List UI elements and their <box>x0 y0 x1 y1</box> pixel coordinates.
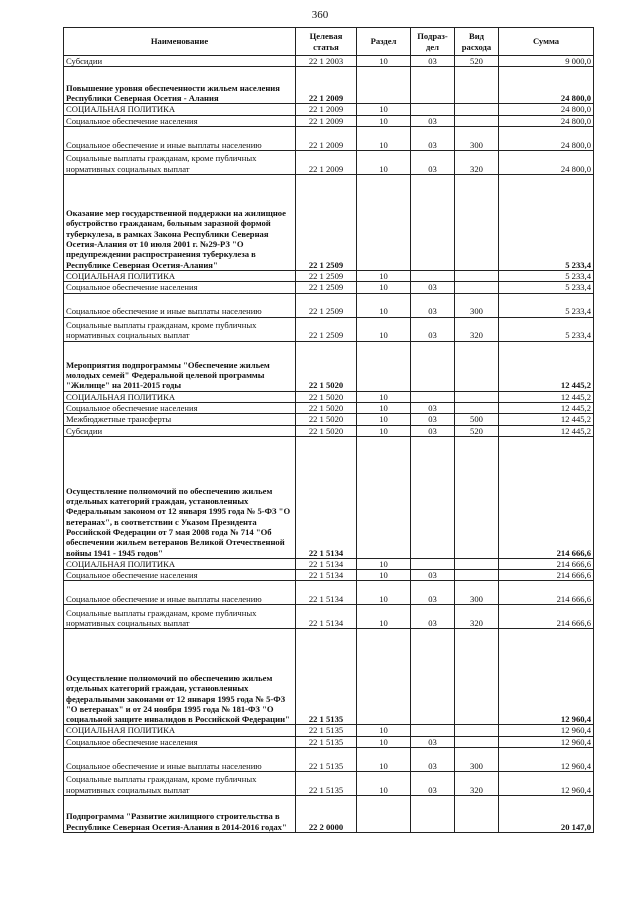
cell-sum: 20 147,0 <box>499 796 594 833</box>
table-body <box>64 56 594 833</box>
cell-section: 10 <box>357 391 411 402</box>
cell-section: 10 <box>357 104 411 115</box>
cell-name: Социальное обеспечение и иные выплаты населению <box>64 126 296 150</box>
cell-name: Социальные выплаты гражданам, кроме публичных нормативных социальных выплат <box>64 772 296 796</box>
cell-name: Межбюджетные трансферты <box>64 414 296 425</box>
cell-subsection: 03 <box>411 317 455 341</box>
header-kind <box>455 28 499 56</box>
table-header-row <box>64 28 594 56</box>
cell-target: 22 1 5134 <box>296 605 357 629</box>
cell-subsection: 03 <box>411 748 455 772</box>
cell-kind <box>455 341 499 391</box>
cell-name: СОЦИАЛЬНАЯ ПОЛИТИКА <box>64 104 296 115</box>
cell-sum: 12 960,4 <box>499 772 594 796</box>
cell-kind <box>455 67 499 104</box>
table-row <box>64 104 594 115</box>
cell-name: Мероприятия подпрограммы "Обеспечение жильем молодых семей" Федеральной целевой программы "Жилище" на 2011-2015 годы <box>64 341 296 391</box>
cell-section: 10 <box>357 56 411 67</box>
cell-kind: 320 <box>455 317 499 341</box>
cell-sum: 5 233,4 <box>499 293 594 317</box>
table-row <box>64 317 594 341</box>
cell-target: 22 1 2003 <box>296 56 357 67</box>
cell-name: СОЦИАЛЬНАЯ ПОЛИТИКА <box>64 391 296 402</box>
cell-name: Социальное обеспечение и иные выплаты населению <box>64 581 296 605</box>
cell-name: СОЦИАЛЬНАЯ ПОЛИТИКА <box>64 725 296 736</box>
cell-sum: 5 233,4 <box>499 317 594 341</box>
cell-target: 22 1 5134 <box>296 581 357 605</box>
cell-subsection: 03 <box>411 282 455 293</box>
table-row <box>64 425 594 436</box>
table-row <box>64 341 594 391</box>
cell-section: 10 <box>357 581 411 605</box>
cell-sum: 214 666,6 <box>499 605 594 629</box>
cell-target: 22 1 2009 <box>296 126 357 150</box>
header-target <box>296 28 357 56</box>
cell-section <box>357 341 411 391</box>
cell-kind <box>455 436 499 558</box>
cell-sum: 5 233,4 <box>499 174 594 270</box>
cell-sum: 12 960,4 <box>499 629 594 725</box>
cell-sum: 12 445,2 <box>499 425 594 436</box>
header-target-line2: статья <box>313 41 339 52</box>
cell-subsection <box>411 270 455 281</box>
cell-section: 10 <box>357 282 411 293</box>
table-row <box>64 736 594 747</box>
cell-subsection: 03 <box>411 293 455 317</box>
cell-sum: 24 800,0 <box>499 115 594 126</box>
cell-kind: 520 <box>455 425 499 436</box>
cell-kind: 300 <box>455 581 499 605</box>
cell-kind: 300 <box>455 293 499 317</box>
header-target-line1: Целевая <box>309 31 343 42</box>
cell-target: 22 1 2009 <box>296 67 357 104</box>
cell-sum: 214 666,6 <box>499 558 594 569</box>
cell-subsection <box>411 67 455 104</box>
cell-target: 22 1 2509 <box>296 317 357 341</box>
table-row <box>64 126 594 150</box>
table-row <box>64 270 594 281</box>
table-row <box>64 67 594 104</box>
page-number: 360 <box>311 9 329 21</box>
cell-subsection <box>411 174 455 270</box>
cell-kind: 320 <box>455 605 499 629</box>
cell-section: 10 <box>357 115 411 126</box>
cell-name: Социальное обеспечение населения <box>64 115 296 126</box>
cell-target: 22 1 2509 <box>296 293 357 317</box>
cell-sum: 12 445,2 <box>499 341 594 391</box>
table-row <box>64 414 594 425</box>
cell-name: Субсидии <box>64 56 296 67</box>
header-kind-line2: расхода <box>461 41 492 52</box>
cell-name: СОЦИАЛЬНАЯ ПОЛИТИКА <box>64 270 296 281</box>
cell-target: 22 1 5134 <box>296 436 357 558</box>
cell-section: 10 <box>357 558 411 569</box>
cell-name: Социальные выплаты гражданам, кроме публичных нормативных социальных выплат <box>64 317 296 341</box>
cell-subsection: 03 <box>411 115 455 126</box>
cell-subsection <box>411 391 455 402</box>
cell-subsection: 03 <box>411 772 455 796</box>
cell-subsection <box>411 436 455 558</box>
cell-section: 10 <box>357 270 411 281</box>
cell-name: СОЦИАЛЬНАЯ ПОЛИТИКА <box>64 558 296 569</box>
cell-kind <box>455 282 499 293</box>
cell-name: Осуществление полномочий по обеспечению жильем отдельных категорий граждан, установленных Федеральным законом от 12 января 1995 года № 5-ФЗ "О ветеранах", в соответствии с Указом Президента Российской Федерации от 7 мая 2008 года № 714 "Об обеспечении жильем ветеранов Великой Отечественной войны 1941 - 1945 годов" <box>64 436 296 558</box>
cell-subsection <box>411 341 455 391</box>
cell-kind: 500 <box>455 414 499 425</box>
cell-kind: 320 <box>455 772 499 796</box>
cell-target: 22 1 2009 <box>296 150 357 174</box>
cell-name: Осуществление полномочий по обеспечению жильем отдельных категорий граждан, установленных федеральными законами от 12 января 1995 года № 5-ФЗ "О ветеранах" и от 24 ноября 1995 года № 181-ФЗ "О социальной защите инвалидов в Российской Федерации" <box>64 629 296 725</box>
cell-section: 10 <box>357 293 411 317</box>
cell-section: 10 <box>357 425 411 436</box>
cell-kind: 320 <box>455 150 499 174</box>
cell-name: Социальное обеспечение и иные выплаты населению <box>64 748 296 772</box>
cell-kind: 520 <box>455 56 499 67</box>
cell-sum: 12 445,2 <box>499 391 594 402</box>
cell-section: 10 <box>357 736 411 747</box>
cell-section: 10 <box>357 402 411 413</box>
cell-section: 10 <box>357 150 411 174</box>
cell-kind <box>455 570 499 581</box>
header-subsection-line2: дел <box>426 41 439 52</box>
cell-subsection: 03 <box>411 402 455 413</box>
table-row <box>64 570 594 581</box>
table-row <box>64 282 594 293</box>
cell-section <box>357 629 411 725</box>
cell-kind <box>455 629 499 725</box>
cell-target: 22 1 5134 <box>296 558 357 569</box>
cell-section: 10 <box>357 570 411 581</box>
cell-section: 10 <box>357 126 411 150</box>
cell-subsection: 03 <box>411 581 455 605</box>
cell-sum: 12 445,2 <box>499 402 594 413</box>
cell-subsection: 03 <box>411 150 455 174</box>
cell-name: Социальное обеспечение населения <box>64 736 296 747</box>
table-row <box>64 725 594 736</box>
cell-section: 10 <box>357 748 411 772</box>
cell-section: 10 <box>357 772 411 796</box>
cell-section <box>357 174 411 270</box>
cell-target: 22 1 5135 <box>296 629 357 725</box>
cell-target: 22 2 0000 <box>296 796 357 833</box>
header-sum: Сумма <box>499 28 594 56</box>
cell-kind <box>455 270 499 281</box>
cell-kind: 300 <box>455 748 499 772</box>
cell-sum: 24 800,0 <box>499 104 594 115</box>
table-row <box>64 436 594 558</box>
cell-name: Социальное обеспечение населения <box>64 402 296 413</box>
cell-subsection: 03 <box>411 414 455 425</box>
cell-kind <box>455 174 499 270</box>
cell-name: Социальные выплаты гражданам, кроме публичных нормативных социальных выплат <box>64 150 296 174</box>
cell-subsection: 03 <box>411 126 455 150</box>
cell-section: 10 <box>357 725 411 736</box>
cell-name: Социальное обеспечение населения <box>64 570 296 581</box>
table-row <box>64 796 594 833</box>
header-name: Наименование <box>64 28 296 56</box>
table-row <box>64 174 594 270</box>
table-row <box>64 293 594 317</box>
cell-subsection <box>411 558 455 569</box>
cell-target: 22 1 5020 <box>296 402 357 413</box>
cell-kind <box>455 115 499 126</box>
table-row <box>64 150 594 174</box>
cell-name: Социальные выплаты гражданам, кроме публичных нормативных социальных выплат <box>64 605 296 629</box>
cell-subsection: 03 <box>411 56 455 67</box>
cell-sum: 214 666,6 <box>499 436 594 558</box>
cell-kind <box>455 736 499 747</box>
table-row <box>64 558 594 569</box>
cell-sum: 12 445,2 <box>499 414 594 425</box>
cell-section <box>357 796 411 833</box>
cell-sum: 214 666,6 <box>499 570 594 581</box>
cell-target: 22 1 5135 <box>296 725 357 736</box>
cell-target: 22 1 2009 <box>296 104 357 115</box>
cell-kind <box>455 104 499 115</box>
cell-section: 10 <box>357 317 411 341</box>
cell-subsection: 03 <box>411 736 455 747</box>
cell-subsection: 03 <box>411 605 455 629</box>
cell-subsection <box>411 725 455 736</box>
cell-target: 22 1 5020 <box>296 341 357 391</box>
cell-kind <box>455 796 499 833</box>
cell-kind <box>455 391 499 402</box>
header-subsection <box>411 28 455 56</box>
cell-target: 22 1 5020 <box>296 391 357 402</box>
cell-name: Субсидии <box>64 425 296 436</box>
cell-section: 10 <box>357 605 411 629</box>
cell-subsection <box>411 796 455 833</box>
budget-table <box>63 27 594 833</box>
cell-target: 22 1 5135 <box>296 772 357 796</box>
table-row <box>64 772 594 796</box>
cell-target: 22 1 2509 <box>296 282 357 293</box>
table-row <box>64 402 594 413</box>
table-row <box>64 115 594 126</box>
cell-name: Оказание мер государственной поддержки на жилищное обустройство гражданам, больным заразной формой туберкулеза, в рамках Закона Республики Северная Осетия-Алания от 10 июля 2001 г. №29-РЗ "О предупреждении распространения туберкулеза в Республике Северная Осетия-Алания" <box>64 174 296 270</box>
cell-sum: 24 800,0 <box>499 67 594 104</box>
cell-target: 22 1 5135 <box>296 736 357 747</box>
cell-subsection: 03 <box>411 570 455 581</box>
cell-subsection <box>411 104 455 115</box>
header-kind-line1: Вид <box>468 31 485 42</box>
cell-sum: 12 960,4 <box>499 736 594 747</box>
cell-sum: 5 233,4 <box>499 282 594 293</box>
cell-name: Подпрограмма "Развитие жилищного строительства в Республике Северная Осетия-Алания в 2014-2016 годах" <box>64 796 296 833</box>
cell-section <box>357 67 411 104</box>
cell-name: Социальное обеспечение и иные выплаты населению <box>64 293 296 317</box>
cell-sum: 214 666,6 <box>499 581 594 605</box>
cell-target: 22 1 2009 <box>296 115 357 126</box>
cell-sum: 9 000,0 <box>499 56 594 67</box>
cell-sum: 24 800,0 <box>499 126 594 150</box>
table-row <box>64 391 594 402</box>
cell-section <box>357 436 411 558</box>
cell-target: 22 1 5134 <box>296 570 357 581</box>
cell-kind <box>455 402 499 413</box>
table-row <box>64 581 594 605</box>
cell-sum: 24 800,0 <box>499 150 594 174</box>
table-row <box>64 629 594 725</box>
cell-kind <box>455 725 499 736</box>
header-section: Раздел <box>357 28 411 56</box>
cell-subsection <box>411 629 455 725</box>
cell-target: 22 1 5135 <box>296 748 357 772</box>
cell-target: 22 1 5020 <box>296 414 357 425</box>
cell-section: 10 <box>357 414 411 425</box>
cell-target: 22 1 5020 <box>296 425 357 436</box>
cell-sum: 12 960,4 <box>499 748 594 772</box>
cell-sum: 12 960,4 <box>499 725 594 736</box>
table-row <box>64 56 594 67</box>
cell-kind <box>455 558 499 569</box>
table-row <box>64 605 594 629</box>
cell-name: Повышение уровня обеспеченности жильем населения Республики Северная Осетия - Алания <box>64 67 296 104</box>
table-row <box>64 748 594 772</box>
cell-name: Социальное обеспечение населения <box>64 282 296 293</box>
cell-target: 22 1 2509 <box>296 270 357 281</box>
cell-target: 22 1 2509 <box>296 174 357 270</box>
cell-subsection: 03 <box>411 425 455 436</box>
cell-kind: 300 <box>455 126 499 150</box>
header-subsection-line1: Подраз- <box>417 31 448 42</box>
cell-sum: 5 233,4 <box>499 270 594 281</box>
